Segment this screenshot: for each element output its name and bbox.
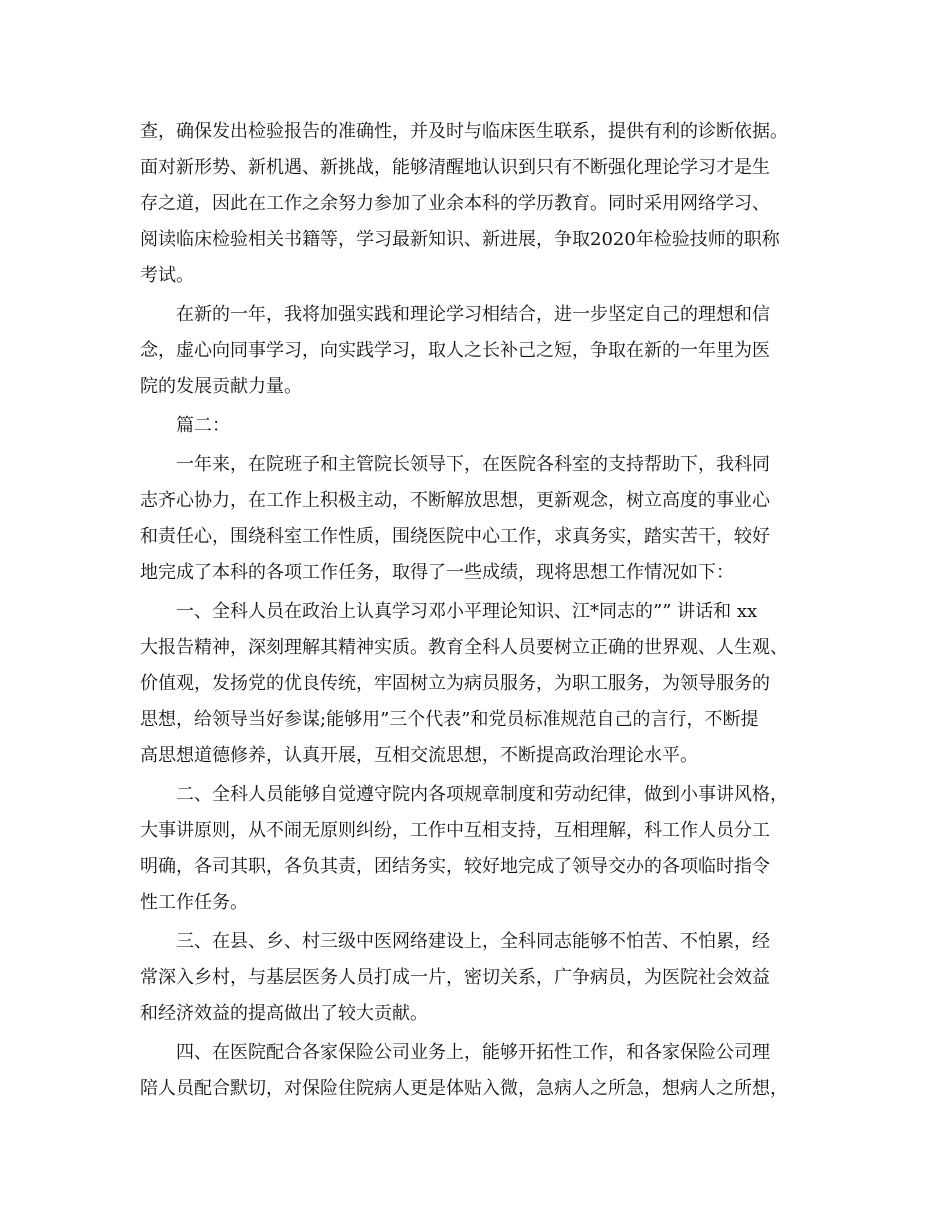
text-line: 陪人员配合默切，对保险住院病人更是体贴入微，急病人之所急，想病人之所想， bbox=[140, 1078, 788, 1099]
text-line: 常深入乡村，与基层医务人员打成一片，密切关系，广争病员，为医院社会效益 bbox=[140, 967, 770, 988]
paragraph bbox=[140, 924, 810, 1032]
text-line: 志齐心协力，在工作上积极主动，不断解放思想，更新观念，树立高度的事业心 bbox=[140, 490, 770, 511]
document-body bbox=[140, 114, 810, 1110]
text-line: 大报告精神，深刻理解其精神实质。教育全科人员要树立正确的世界观、人生观、 bbox=[140, 637, 788, 658]
paragraph bbox=[140, 447, 810, 591]
text-line: 价值观，发扬党的优良传统，牢固树立为病员服务，为职工服务，为领导服务的 bbox=[140, 673, 770, 694]
text-line: 阅读临床检验相关书籍等，学习最新知识、新进展，争取2020年检验技师的职称 bbox=[140, 229, 780, 250]
text-line: 查，确保发出检验报告的准确性，并及时与临床医生联系，提供有利的诊断依据。 bbox=[140, 121, 788, 142]
text-line: 地完成了本科的各项工作任务，取得了一些成绩，现将思想工作情况如下： bbox=[140, 562, 734, 583]
text-line: 四、在医院配合各家保险公司业务上，能够开拓性工作，和各家保险公司理 bbox=[140, 1042, 770, 1063]
paragraph bbox=[140, 114, 810, 294]
text-line: 和经济效益的提高做出了较大贡献。 bbox=[140, 1003, 428, 1024]
paragraph bbox=[140, 777, 810, 921]
text-line: 明确，各司其职，各负其责，团结务实，较好地完成了领导交办的各项临时指令 bbox=[140, 856, 770, 877]
text-line: 和责任心，围绕科室工作性质，围绕医院中心工作，求真务实，踏实苦干，较好 bbox=[140, 526, 770, 547]
paragraph bbox=[140, 408, 810, 444]
text-line: 一、全科人员在政治上认真学习邓小平理论知识、江*同志的”” 讲话和 xx bbox=[140, 601, 758, 622]
text-line: 篇二： bbox=[140, 415, 230, 436]
text-line: 念，虚心向同事学习，向实践学习，取人之长补己之短，争取在新的一年里为医 bbox=[140, 340, 770, 361]
text-line: 思想，给领导当好参谋;能够用”三个代表”和党员标准规范自己的言行，不断提 bbox=[140, 709, 759, 730]
text-line: 高思想道德修养，认真开展，互相交流思想，不断提高政治理论水平。 bbox=[140, 745, 698, 766]
text-line: 在新的一年，我将加强实践和理论学习相结合，进一步坚定自己的理想和信 bbox=[140, 304, 770, 325]
paragraph bbox=[140, 594, 810, 774]
text-line: 院的发展贡献力量。 bbox=[140, 376, 302, 397]
text-line: 大事讲原则，从不闹无原则纠纷，工作中互相支持，互相理解，科工作人员分工 bbox=[140, 820, 770, 841]
paragraph bbox=[140, 1035, 810, 1107]
text-line: 存之道，因此在工作之余努力参加了业余本科的学历教育。同时采用网络学习、 bbox=[140, 193, 770, 214]
text-line: 二、全科人员能够自觉遵守院内各项规章制度和劳动纪律，做到小事讲风格， bbox=[140, 784, 788, 805]
text-line: 考试。 bbox=[140, 265, 194, 286]
text-line: 一年来，在院班子和主管院长领导下，在医院各科室的支持帮助下，我科同 bbox=[140, 454, 770, 475]
paragraph bbox=[140, 297, 810, 405]
text-line: 面对新形势、新机遇、新挑战，能够清醒地认识到只有不断强化理论学习才是生 bbox=[140, 157, 770, 178]
text-line: 性工作任务。 bbox=[140, 892, 248, 913]
text-line: 三、在县、乡、村三级中医网络建设上，全科同志能够不怕苦、不怕累，经 bbox=[140, 931, 770, 952]
